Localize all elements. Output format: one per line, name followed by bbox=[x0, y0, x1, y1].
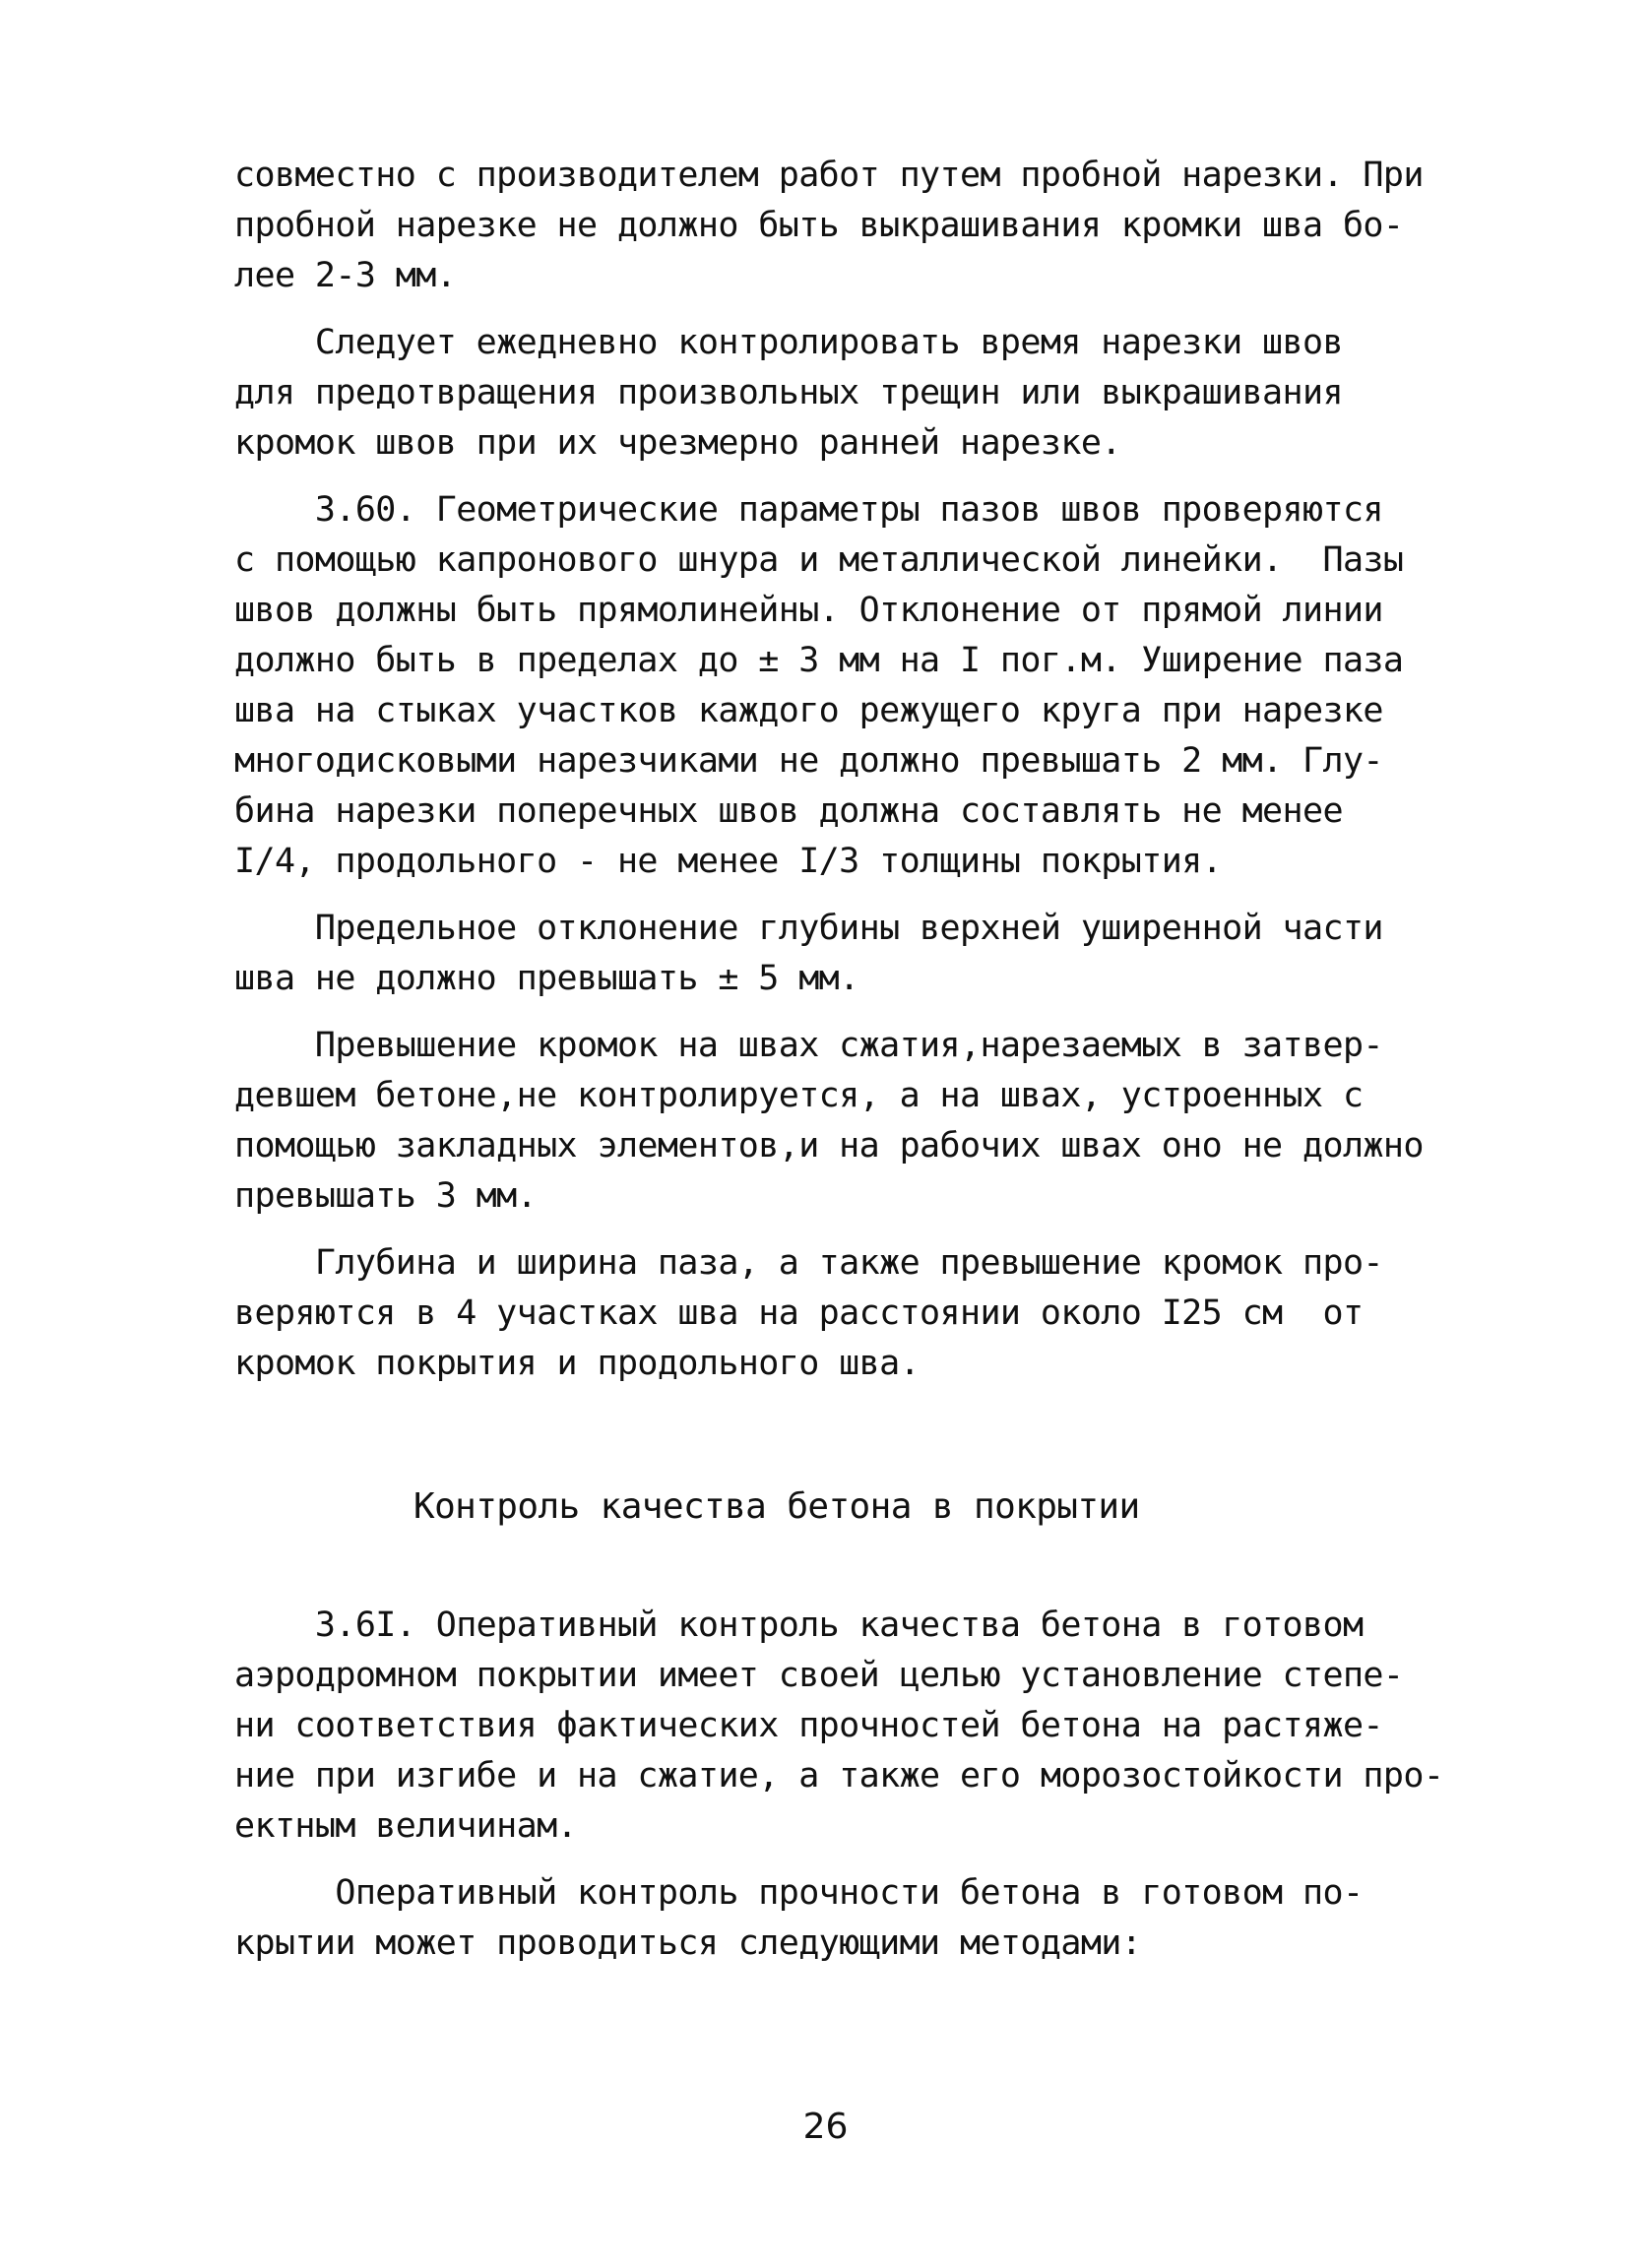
text-line: Глубина и ширина паза, а также превышение кромок про- bbox=[234, 1243, 1383, 1283]
section-heading: Контроль качества бетона в покрытии bbox=[413, 1486, 1140, 1527]
page-number: 26 bbox=[802, 2107, 849, 2147]
text-line: многодисковыми нарезчиками не должно превышать 2 мм. Глу- bbox=[234, 741, 1383, 781]
text-line: Предельное отклонение глубины верхней уширенной части bbox=[234, 909, 1383, 948]
text-line: бина нарезки поперечных швов должна составлять не менее bbox=[234, 791, 1343, 831]
text-line: превышать 3 мм. bbox=[234, 1176, 538, 1216]
text-line: лее 2-3 мм. bbox=[234, 256, 457, 295]
text-line: 3.60. Геометрические параметры пазов швов проверяются bbox=[234, 490, 1383, 530]
text-line: ние при изгибе и на сжатие, а также его морозостойкости про- bbox=[234, 1756, 1444, 1796]
text-line: аэродромном покрытии имеет своей целью установление степе- bbox=[234, 1656, 1404, 1695]
text-line: кромок швов при их чрезмерно ранней нарезке. bbox=[234, 423, 1121, 463]
text-line: Оперативный контроль прочности бетона в готовом по- bbox=[234, 1873, 1364, 1913]
text-line: пробной нарезке не должно быть выкрашивания кромки шва бо- bbox=[234, 206, 1404, 245]
text-line: совместно с производителем работ путем пробной нарезки. При bbox=[234, 156, 1424, 195]
text-line: помощью закладных элементов,и на рабочих швах оно не должно bbox=[234, 1126, 1424, 1166]
text-line: крытии может проводиться следующими методами: bbox=[234, 1923, 1142, 1963]
text-line: для предотвращения произвольных трещин или выкрашивания bbox=[234, 373, 1343, 412]
text-line: с помощью капронового шнура и металлической линейки. Пазы bbox=[234, 540, 1404, 580]
text-line: Следует ежедневно контролировать время нарезки швов bbox=[234, 323, 1343, 362]
text-line: девшем бетоне,не контролируется, а на швах, устроенных с bbox=[234, 1076, 1364, 1115]
text-line: веряются в 4 участках шва на расстоянии около I25 см от bbox=[234, 1293, 1364, 1333]
text-line: шва на стыках участков каждого режущего круга при нарезке bbox=[234, 691, 1383, 730]
text-line: швов должны быть прямолинейны. Отклонение от прямой линии bbox=[234, 591, 1383, 630]
text-line: ни соответствия фактических прочностей бетона на растяже- bbox=[234, 1706, 1383, 1745]
text-line: Превышение кромок на швах сжатия,нарезаемых в затвер- bbox=[234, 1026, 1383, 1065]
text-line: ектным величинам. bbox=[234, 1806, 578, 1846]
text-line: кромок покрытия и продольного шва. bbox=[234, 1344, 921, 1383]
text-line: должно быть в пределах до ± 3 мм на I пог.м. Уширение паза bbox=[234, 641, 1404, 680]
text-line: шва не должно превышать ± 5 мм. bbox=[234, 959, 859, 998]
text-line: I/4, продольного - не менее I/3 толщины покрытия. bbox=[234, 842, 1223, 881]
text-line: 3.6I. Оперативный контроль качества бетона в готовом bbox=[234, 1606, 1364, 1645]
